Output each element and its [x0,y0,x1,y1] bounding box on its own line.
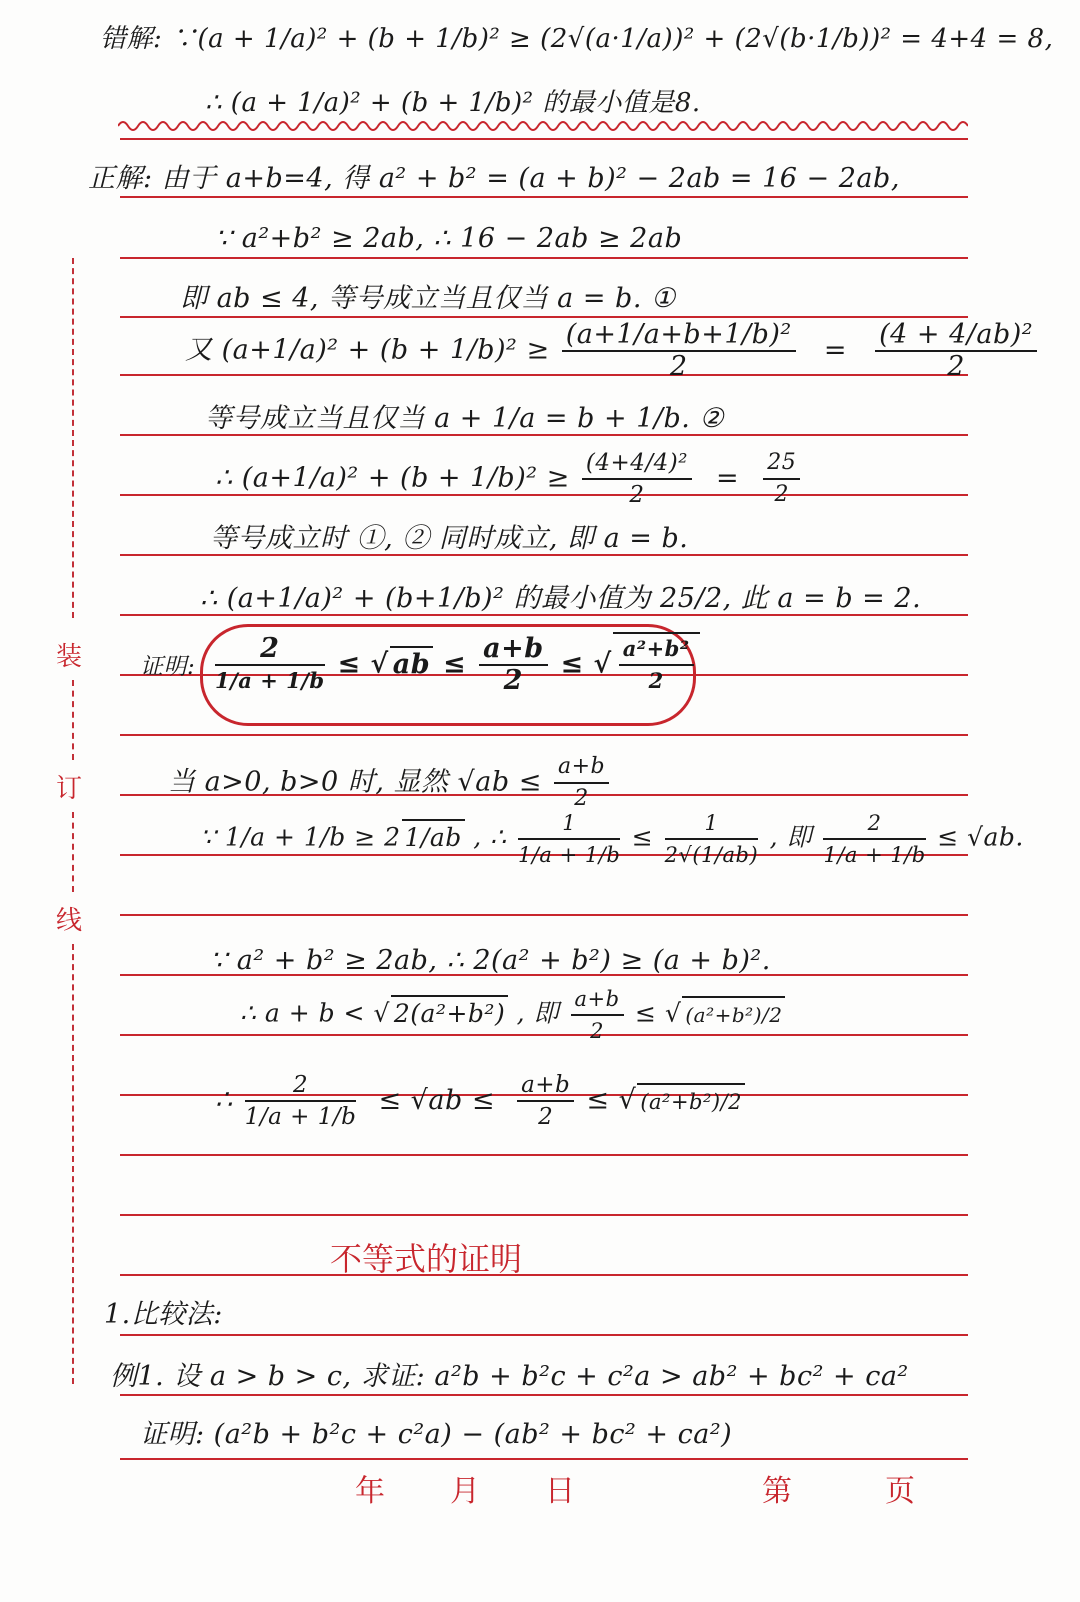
line4-equals: = [823,334,847,366]
proof-box-inequality [212,632,700,696]
margin-char-ding: 订 [56,774,83,804]
proof-line-5-le-2: ≤ [586,1084,610,1116]
proof-line-3: ∵ a² + b² ≥ 2ab, ∴ 2(a² + b²) ≥ (a + b)². [210,945,771,976]
proof-line-2-den-1: 1/a + 1/b [517,843,621,867]
correct-solution-line-8: ∴ (a+1/a)² + (b+1/b)² 的最小值为 25/2, 此 a = b = 2. [200,583,922,614]
footer-di: 第 [762,1474,792,1509]
proof-line-4-le: ≤ [635,998,657,1028]
box-frac-2-num: a+b [479,634,548,666]
proof-line-2-frac-3 [823,808,925,870]
proof-line-2-sqrt: 1/ab [402,819,465,855]
sqrt-sign-icon: √ [664,998,682,1028]
correct-solution-line-3: 即 ab ≤ 4, 等号成立当且仅当 a = b. ① [180,283,676,314]
binding-margin-line [72,944,74,1384]
margin-char-xian: 线 [56,906,83,936]
box-frac-1-num: 2 [215,634,325,666]
proof-line-1-text: 当 a>0, b>0 时, 显然 √ab ≤ [168,766,542,798]
box-frac-3-den: 2 [648,668,664,693]
proof-box-label: 证明: [140,654,196,680]
binding-margin-line [72,680,74,760]
proof-line-1 [168,752,612,814]
proof-line-5-num-2: a+b [517,1070,574,1102]
box-le-2: ≤ [443,648,467,680]
box-frac-3-num: a²+b² [619,634,694,666]
proof-line-2 [200,808,1024,870]
proof-line-2-den-2: 2√(1/ab) [664,843,759,867]
proof-line-5-den-1: 1/a + 1/b [244,1104,357,1130]
proof-line-2-den-3: 1/a + 1/b [823,843,926,867]
line4-lhs: 又 (a+1/a)² + (b + 1/b)² ≥ [185,334,550,366]
ruled-line [120,1334,968,1336]
wrong-solution-line-1: 错解: ∵(a + 1/a)² + (b + 1/b)² ≥ (2√(a·1/a))² + (2√(b·1/b))² = 4+4 = 8, [100,24,1054,54]
footer-month: 月 [450,1474,480,1509]
correct-solution-line-1: 正解: 由于 a+b=4, 得 a² + b² = (a + b)² − 2ab = 16 − 2ab, [88,163,900,194]
box-frac-1 [215,634,325,696]
proof-line-2-b: , ∴ [473,822,507,852]
proof-line-2-d: ≤ √ab. [937,822,1024,852]
proof-line-2-num-2: 1 [665,808,759,840]
ruled-line [120,196,968,198]
example-statement: 例1. 设 a > b > c, 求证: a²b + b²c + c²a > ab² + bc² + ca² [110,1361,909,1392]
binding-margin-line [72,258,74,618]
box-frac-2 [479,634,548,696]
footer-page: 页 [885,1474,915,1509]
ruled-line [120,1274,968,1276]
ruled-line [120,734,968,736]
proof-line-2-frac-1 [518,808,620,870]
ruled-line [120,316,968,318]
proof-line-4-sqrt: 2(a²+b²) [391,995,508,1031]
ruled-line [120,1154,968,1156]
wrong-solution-line-2: ∴ (a + 1/a)² + (b + 1/b)² 的最小值是8. [205,88,701,118]
box-sqrt-ab: ab [390,646,433,682]
proof-line-5-frac-2 [517,1070,574,1132]
correct-solution-line-4 [185,320,1040,382]
box-le-3: ≤ [560,648,584,680]
line6-denominator-2: 2 [774,482,790,507]
line4-numerator: (a+1/a+b+1/b)² [562,320,796,352]
box-le-1: ≤ [337,648,361,680]
sqrt-sign-icon: √ [593,648,612,680]
proof-line-4-den: 2 [590,1019,604,1043]
method-heading: 1.比较法: [104,1299,223,1330]
line6-fraction-2 [763,448,800,510]
proof-line-2-le: ≤ [631,822,654,852]
proof-line-4-frac [571,984,624,1046]
proof-line-5-le-1: ≤ √ab ≤ [378,1084,495,1116]
correct-solution-line-5: 等号成立当且仅当 a + 1/a = b + 1/b. ② [205,403,725,434]
proof-line-4-sqrt-2: (a²+b²)/2 [682,996,785,1032]
proof-line-5-a: ∴ [215,1084,233,1116]
proof-line-5-den-2: 2 [538,1104,554,1130]
ruled-line [120,1214,968,1216]
line6-equals: = [716,462,740,494]
proof-line-1-frac [554,752,609,814]
sqrt-sign-icon: √ [370,648,389,680]
box-frac-3 [619,634,694,696]
margin-char-zhuang: 装 [56,642,83,672]
line6-denominator: 2 [629,482,645,508]
correct-solution-line-6 [215,448,803,510]
proof-line-2-a: ∵ 1/a + 1/b ≥ 2 [200,822,401,852]
box-frac-1-den: 1/a + 1/b [215,668,325,693]
line4-denominator: 2 [669,351,688,382]
proof-line-5-sqrt: (a²+b²)/2 [637,1083,745,1119]
line6-fraction [582,448,692,510]
proof-line-1-den: 2 [574,786,589,811]
section-title: 不等式的证明 [330,1240,523,1278]
sqrt-sign-icon: √ [373,998,390,1028]
line4-numerator-2: (4 + 4/ab)² [875,320,1037,352]
footer-year: 年 [355,1474,385,1509]
ruled-line [120,1458,968,1460]
proof-line-2-num-3: 2 [823,808,925,840]
proof-line-5-frac-1 [245,1070,357,1132]
example-proof-start: 证明: (a²b + b²c + c²a) − (ab² + bc² + ca²) [140,1419,733,1450]
box-sqrt-frac [613,632,700,696]
line6-numerator-2: 25 [763,448,800,480]
proof-line-2-c: , 即 [769,822,813,852]
correct-solution-line-2: ∵ a²+b² ≥ 2ab, ∴ 16 − 2ab ≥ 2ab [215,223,683,254]
line4-denominator-2: 2 [947,351,965,382]
binding-margin-line [72,812,74,892]
line4-fraction [562,320,796,382]
proof-line-2-num-1: 1 [518,808,620,840]
ruled-line [120,1394,968,1396]
proof-line-4-a: ∴ a + b < [240,998,365,1028]
proof-line-5 [215,1070,745,1132]
wavy-separator [118,118,968,134]
proof-line-2-frac-2 [665,808,759,870]
proof-line-4-num: a+b [571,984,624,1016]
proof-line-4-b: , 即 [516,998,560,1028]
line6-numerator: (4+4/4)² [582,448,692,480]
line6-lhs: ∴ (a+1/a)² + (b + 1/b)² ≥ [215,462,570,494]
ruled-line [120,257,968,259]
proof-line-5-num-1: 2 [245,1070,357,1102]
proof-line-1-num: a+b [554,752,609,784]
correct-solution-line-7: 等号成立时 ①, ② 同时成立, 即 a = b. [210,523,689,554]
proof-line-4 [240,984,785,1046]
box-frac-2-den: 2 [503,665,523,696]
ruled-line [120,138,968,140]
line4-fraction-2 [875,320,1037,382]
ruled-line [120,914,968,916]
footer-day: 日 [545,1474,575,1509]
sqrt-sign-icon: √ [618,1084,637,1116]
